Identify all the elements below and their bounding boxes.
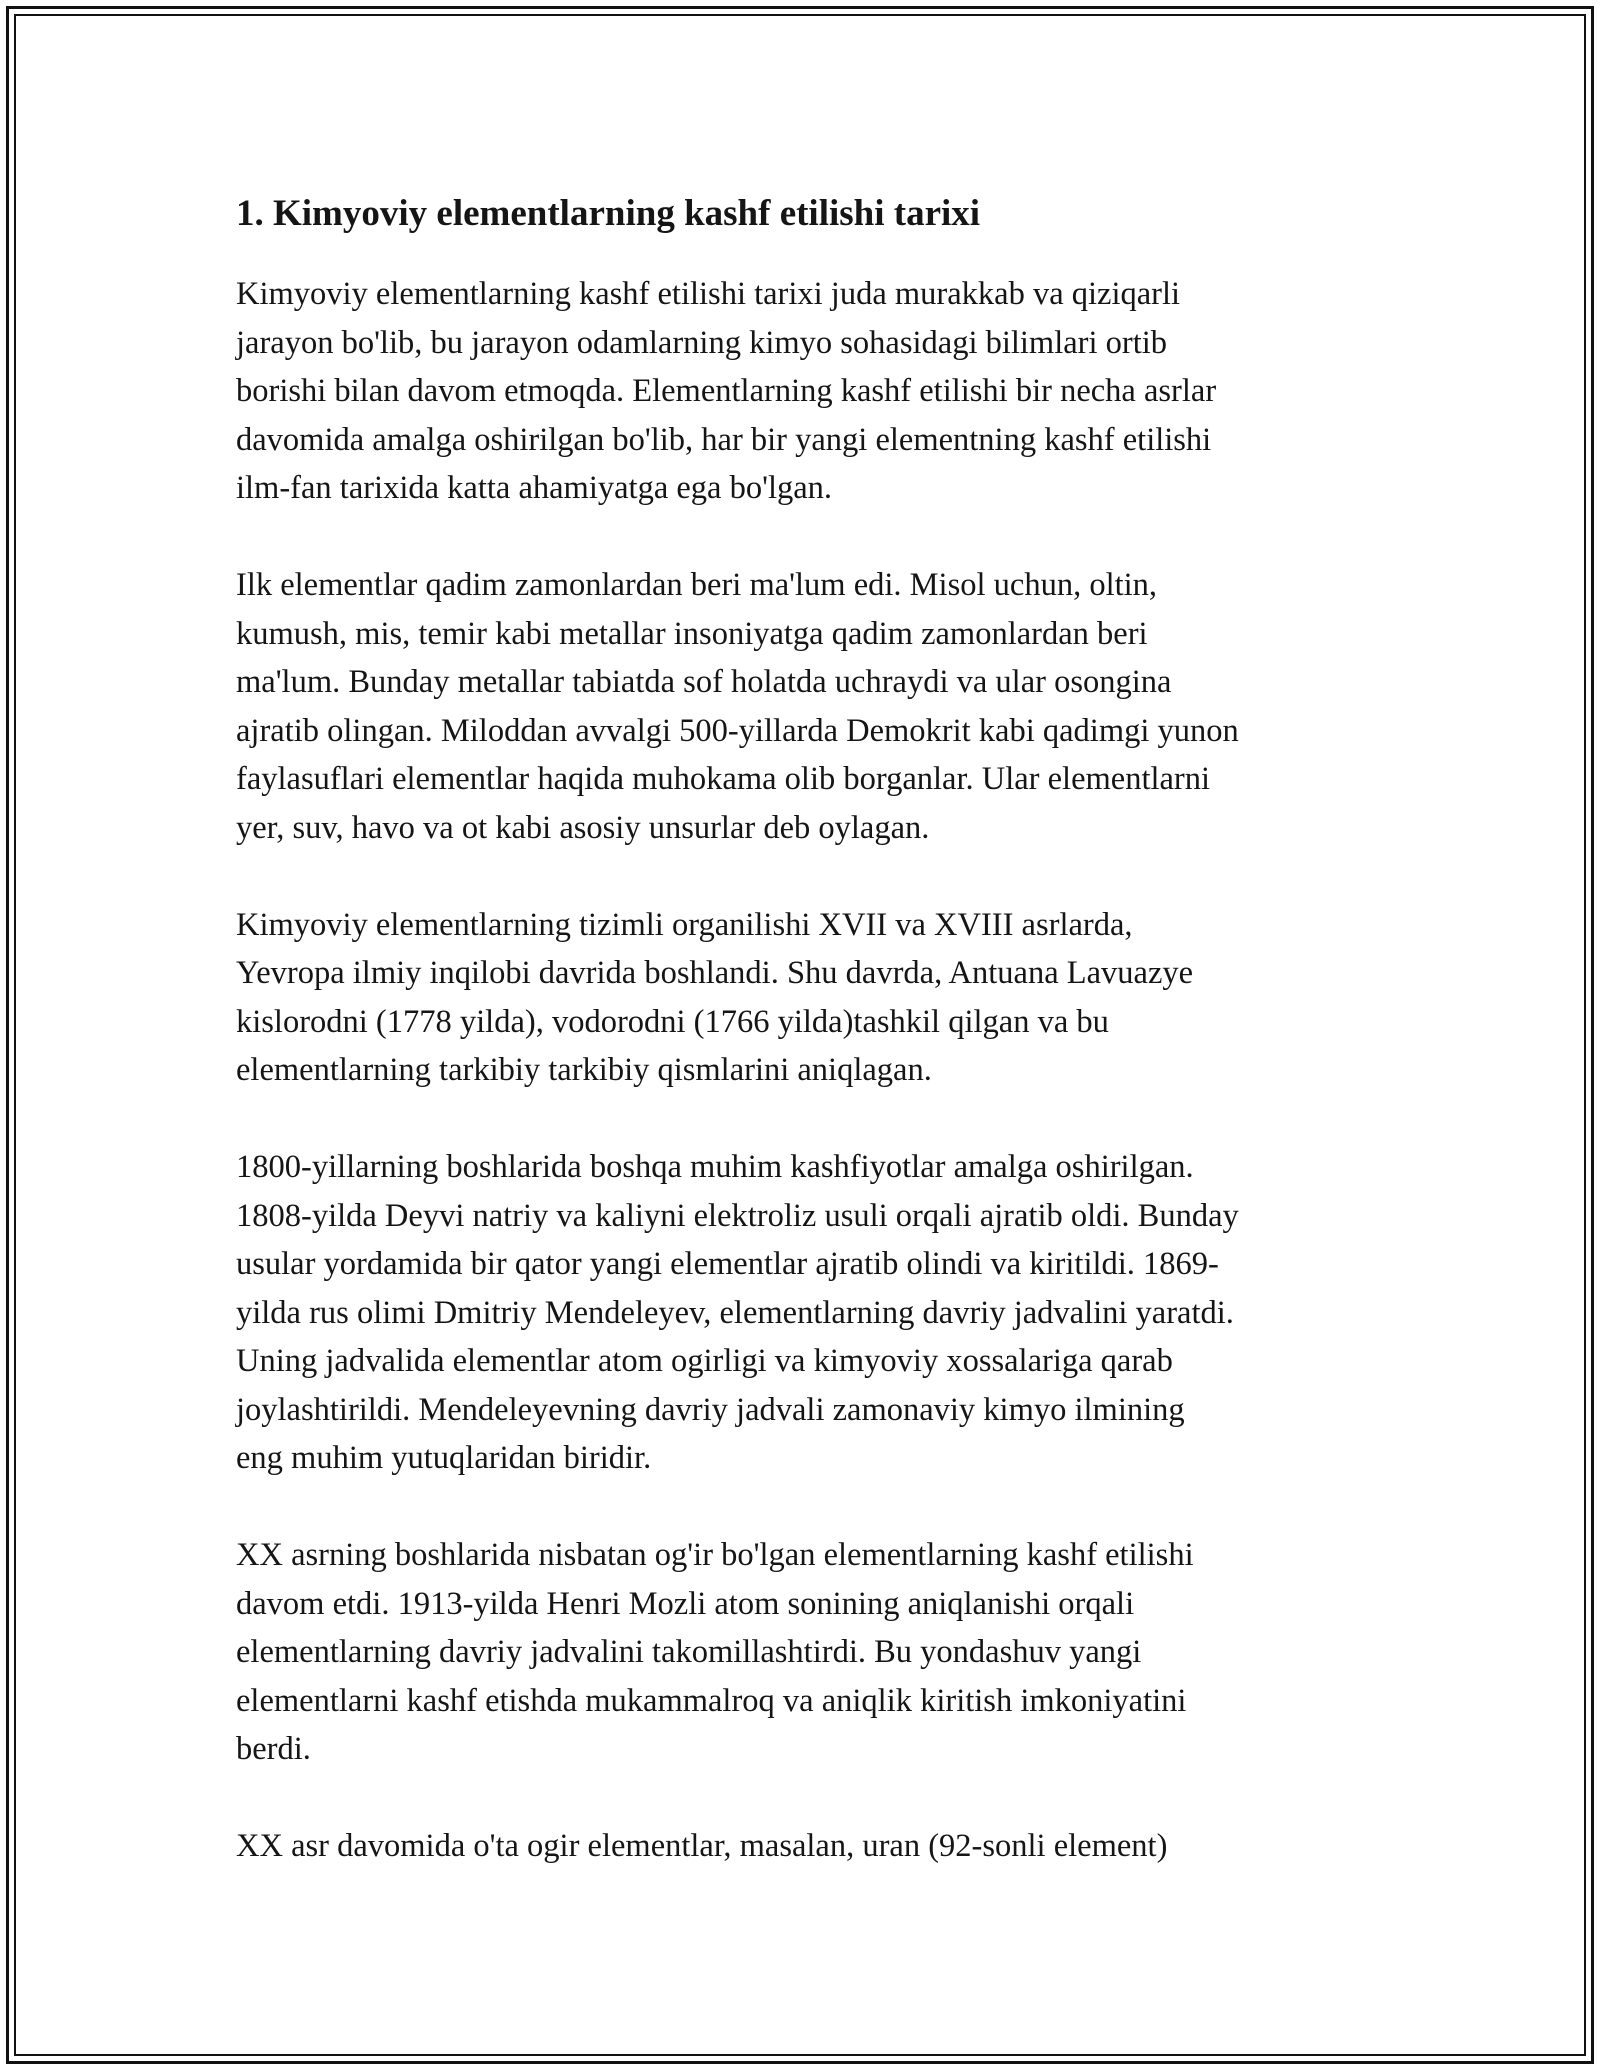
paragraph-3: Kimyoviy elementlarning tizimli organilishi XVII va XVIII asrlarda, Yevropa ilmiy inqilobi davrida boshlandi. Shu davrda, Antuana Lavuazye kislorodni (1778 yilda), vodorodni (1766 yilda)tashkil qilgan va bu elementlarning tarkibiy tarkibiy qismlarini aniqlagan. — [236, 906, 1194, 1088]
document-body — [236, 184, 1386, 1919]
paragraph-2: Ilk elementlar qadim zamonlardan beri ma'lum edi. Misol uchun, oltin, kumush, mis, temir kabi metallar insoniyatga qadim zamonlardan beri ma'lum. Bunday metallar tabiatda sof holatda uchraydi va ular osongina ajratib olingan. Miloddan avvalgi 500-yillarda Demokrit kabi qadimgi yunon faylasuflari elementlar haqida muhokama olib borganlar. Ular elementlarni yer, suv, havo va ot kabi asosiy unsurlar deb oylagan. — [236, 567, 1239, 846]
paragraph-6: XX asr davomida o'ta ogir elementlar, masalan, uran (92-sonli element) — [236, 1828, 1168, 1864]
paragraph-5: XX asrning boshlarida nisbatan og'ir bo'lgan elementlarning kashf etilishi davom etdi. 1913-yilda Henri Mozli atom sonining aniqlanishi orqali elementlarning davriy jadvalini takomillashtirdi. Bu yondashuv yangi elementlarni kashf etishda mukammalroq va aniqlik kiritish imkoniyatini berdi. — [236, 1537, 1194, 1767]
paragraph-1: Kimyoviy elementlarning kashf etilishi tarixi juda murakkab va qiziqarli jarayon bo'lib, bu jarayon odamlarning kimyo sohasidagi bilimlari ortib borishi bilan davom etmoqda. Elementlarning kashf etilishi bir necha asrlar davomida amalga oshirilgan bo'lib, har bir yangi elementning kashf etilishi ilm-fan tarixida katta ahamiyatga ega bo'lgan. — [236, 276, 1217, 506]
section-heading: 1. Kimyoviy elementlarning kashf etilishi tarixi — [236, 193, 981, 234]
paragraph-4: 1800-yillarning boshlarida boshqa muhim kashfiyotlar amalga oshirilgan. 1808-yilda Deyvi natriy va kaliyni elektroliz usuli orqali ajratib oldi. Bunday usular yordamida bir qator yangi elementlar ajratib olindi va kiritildi. 1869- yilda rus olimi Dmitriy Mendeleyev, elementlarning davriy jadvalini yaratdi. Uning jadvalida elementlar atom ogirligi va kimyoviy xossalariga qarab joylashtirildi. Mendeleyevning davriy jadvali zamonaviy kimyo ilmining eng muhim yutuqlaridan biridir. — [236, 1149, 1239, 1476]
